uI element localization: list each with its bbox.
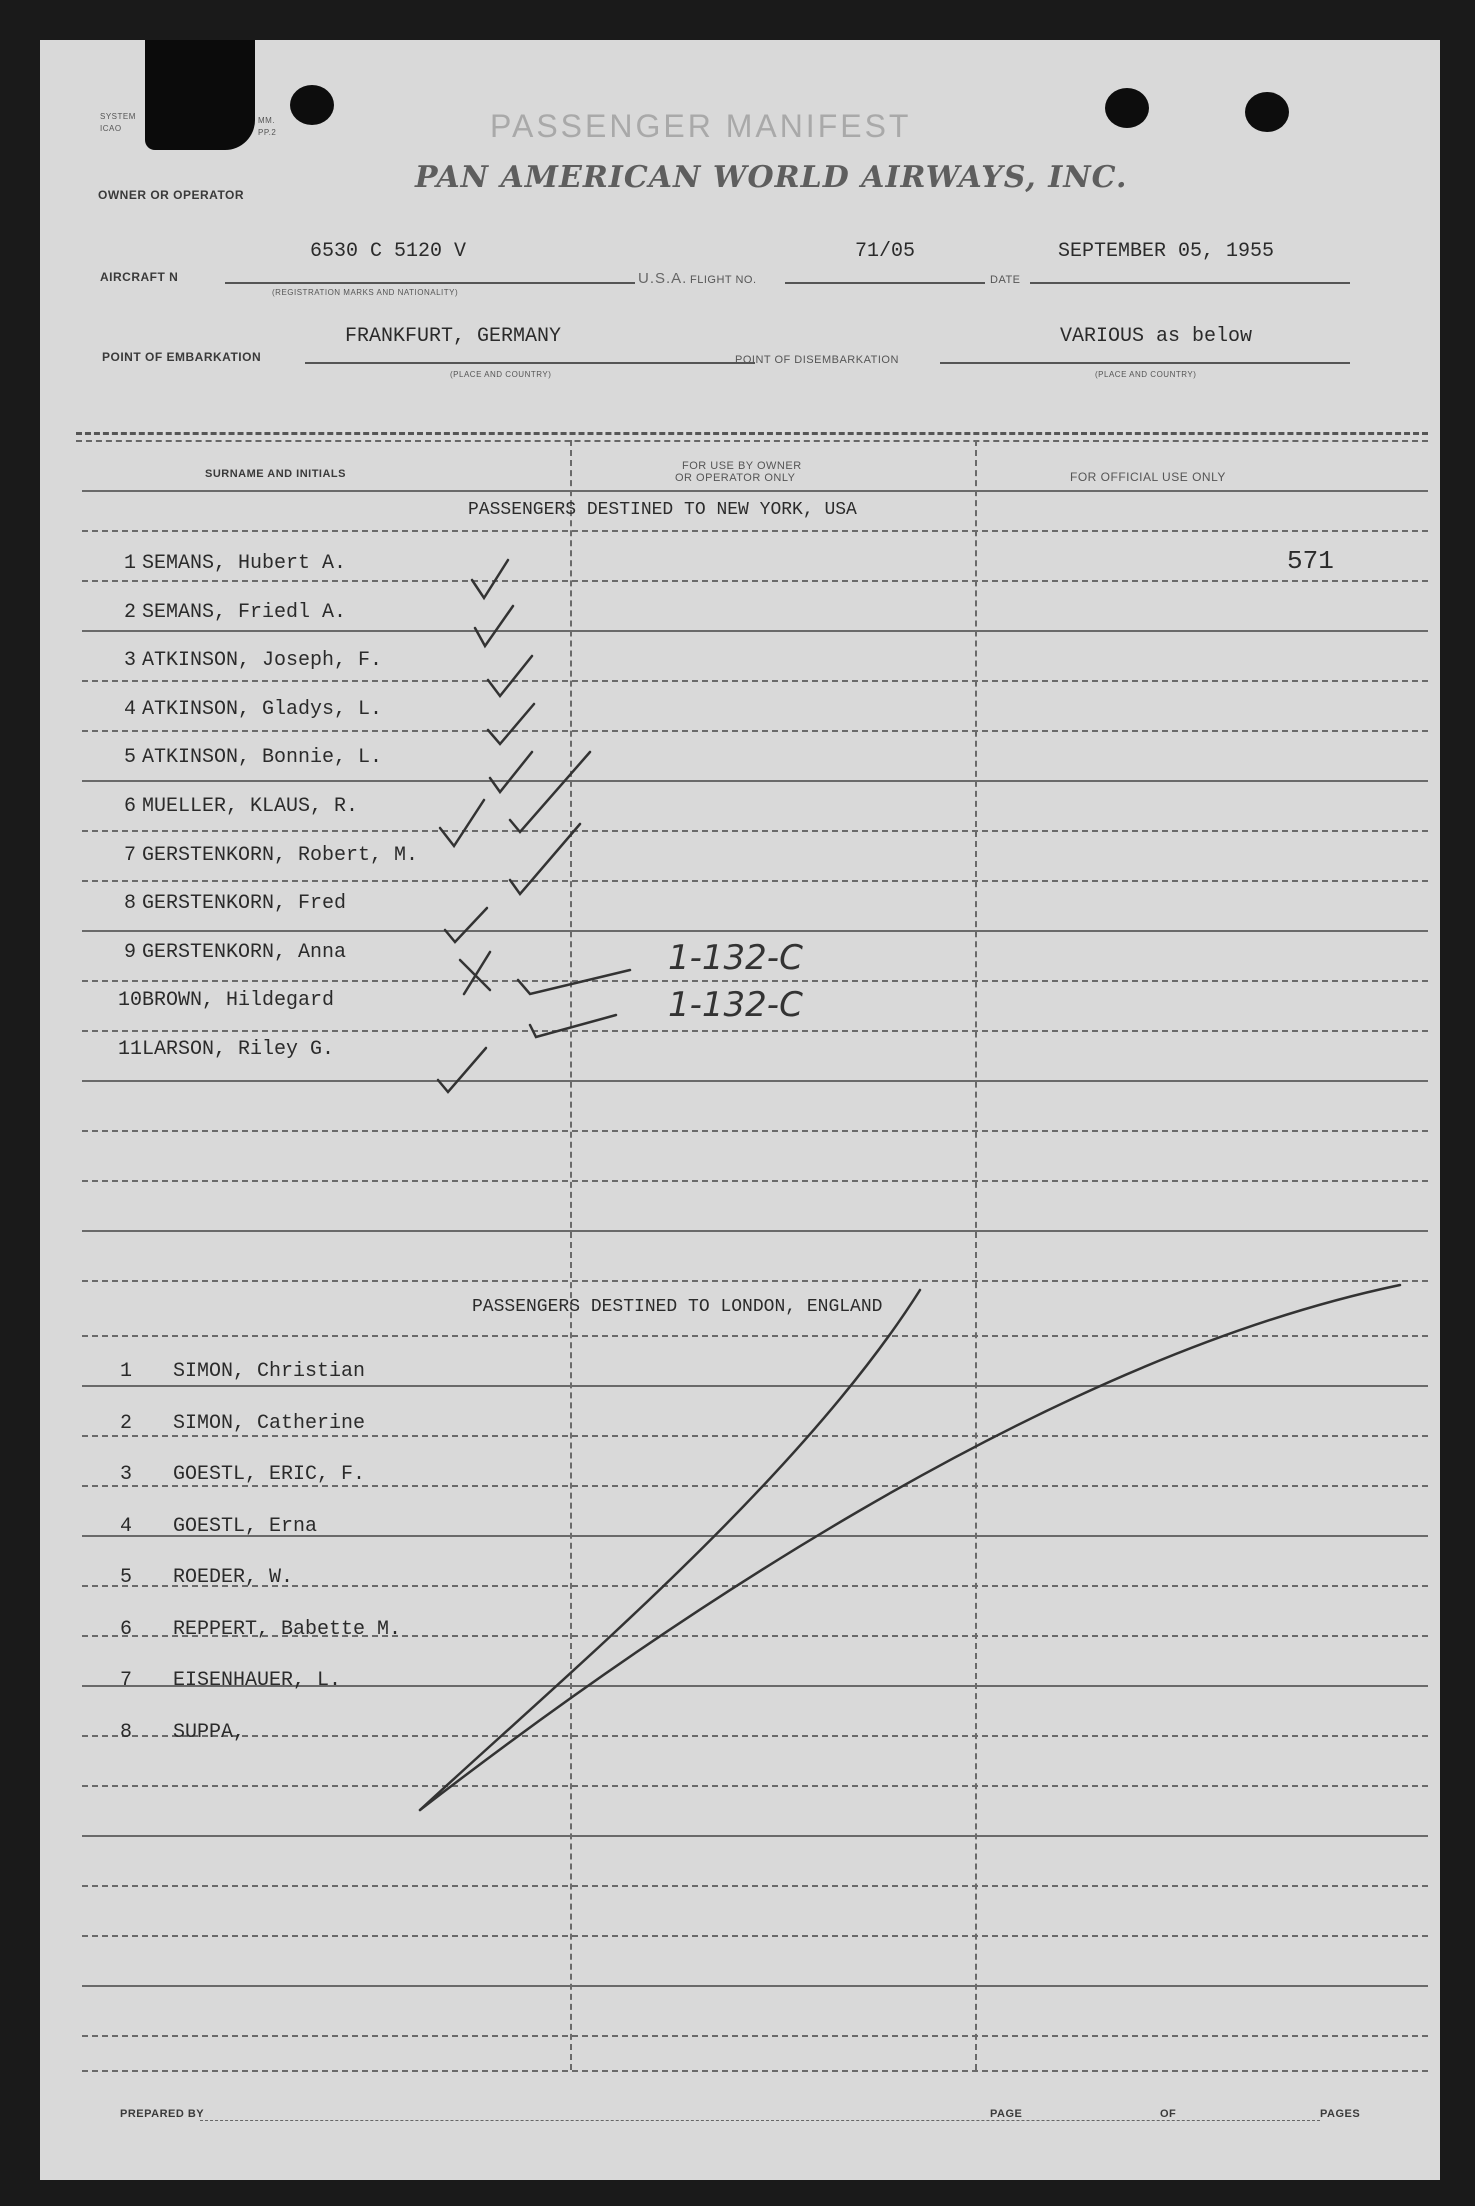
passenger-number: 3	[119, 1463, 132, 1486]
passenger-name: ATKINSON, Joseph, F.	[142, 649, 383, 673]
of-label: OF	[1160, 2108, 1177, 2120]
passenger-name: GOESTL, Erna	[173, 1514, 318, 1538]
disembark-caption: (PLACE AND COUNTRY)	[1095, 370, 1197, 379]
passenger-number: 3	[123, 649, 136, 673]
check-mark-3	[488, 656, 532, 696]
strike-line-1	[420, 1290, 920, 1810]
passenger-name: EISENHAUER, L.	[173, 1669, 342, 1692]
passenger-number: 4	[123, 697, 136, 721]
passenger-number: 6	[123, 795, 136, 818]
handwritten-note-1: 1-132-C	[668, 938, 803, 978]
strike-line-2	[420, 1285, 1400, 1810]
passenger-number: 1	[119, 1360, 132, 1383]
passenger-name: REPPERT, Babette M.	[173, 1617, 402, 1641]
disembark-label: POINT OF DISEMBARKATION	[735, 354, 899, 366]
nationality-caption: (REGISTRATION MARKS AND NATIONALITY)	[272, 288, 459, 297]
passenger-name: SUPPA,	[173, 1720, 246, 1744]
passenger-number: 9	[123, 940, 136, 964]
passenger-name: LARSON, Riley G.	[142, 1038, 335, 1061]
passenger-number: 10	[117, 989, 142, 1013]
disembark-value: VARIOUS as below	[1060, 325, 1253, 348]
manifest-sheet	[40, 40, 1440, 2180]
check-mark-1	[472, 560, 508, 598]
owner-label: OWNER OR OPERATOR	[98, 188, 245, 202]
section-heading-new-york: PASSENGERS DESTINED TO NEW YORK, USA	[468, 500, 857, 520]
date-value: SEPTEMBER 05, 1955	[1058, 240, 1275, 263]
official-note: 571	[1287, 546, 1334, 576]
pages-label: PAGES	[1320, 2108, 1361, 2120]
passenger-number: 7	[119, 1669, 132, 1692]
x-mark-9	[460, 952, 490, 994]
passenger-name: GERSTENKORN, Anna	[142, 940, 347, 964]
passenger-name: MUELLER, KLAUS, R.	[142, 795, 359, 818]
embark-caption: (PLACE AND COUNTRY)	[450, 370, 552, 379]
prepared-by-label: PREPARED BY	[120, 2108, 205, 2120]
check-mark-5	[490, 752, 532, 792]
form-title: PASSENGER MANIFEST	[490, 108, 912, 144]
passenger-number: 6	[119, 1617, 132, 1641]
passenger-number: 5	[123, 746, 136, 770]
passenger-name: SEMANS, Friedl A.	[142, 600, 347, 624]
passenger-number: 2	[123, 600, 136, 624]
passenger-name: SIMON, Catherine	[173, 1411, 366, 1435]
passenger-name: SEMANS, Hubert A.	[142, 552, 347, 575]
passenger-number: 1	[123, 552, 136, 575]
embark-label: POINT OF EMBARKATION	[102, 350, 262, 364]
date-label: DATE	[990, 274, 1021, 286]
section-heading-london: PASSENGERS DESTINED TO LONDON, ENGLAND	[472, 1297, 883, 1317]
passenger-name: SIMON, Christian	[173, 1360, 366, 1383]
check-mark-9	[518, 970, 630, 994]
column-header-surname: SURNAME AND INITIALS	[205, 468, 346, 480]
aircraft-value: 6530 C 5120 V	[310, 240, 467, 263]
passenger-number: 7	[123, 843, 136, 867]
check-mark-7	[510, 824, 580, 894]
passenger-name: ATKINSON, Bonnie, L.	[142, 746, 383, 770]
column-header-owner-1: FOR USE BY OWNER	[682, 460, 802, 472]
corner-text-pp: PP.2	[258, 128, 277, 137]
nationality-value: U.S.A.	[638, 270, 688, 287]
airline-name: PAN AMERICAN WORLD AIRWAYS, INC.	[415, 160, 1128, 195]
check-mark-10	[530, 1015, 616, 1037]
embark-value: FRANKFURT, GERMANY	[345, 325, 562, 348]
passenger-number: 8	[119, 1720, 132, 1744]
corner-text-system: SYSTEM	[100, 112, 136, 121]
passenger-number: 11	[117, 1038, 142, 1061]
passenger-number: 4	[119, 1514, 132, 1538]
column-header-official: FOR OFFICIAL USE ONLY	[1070, 470, 1226, 484]
check-mark-8	[445, 908, 487, 942]
check-marks	[40, 40, 1440, 2180]
check-mark-11	[438, 1048, 486, 1092]
passenger-name: BROWN, Hildegard	[142, 989, 335, 1013]
flight-label: FLIGHT NO.	[690, 274, 757, 286]
check-mark-4	[488, 704, 534, 744]
check-mark-2	[475, 606, 513, 646]
passenger-number: 2	[119, 1411, 132, 1435]
passenger-name: GERSTENKORN, Robert, M.	[142, 843, 419, 867]
corner-text-icao: ICAO	[100, 124, 122, 133]
passenger-name: ROEDER, W.	[173, 1566, 294, 1589]
passenger-name: ATKINSON, Gladys, L.	[142, 697, 383, 721]
column-header-owner-2: OR OPERATOR ONLY	[675, 472, 796, 484]
passenger-name: GERSTENKORN, Fred	[142, 892, 347, 916]
page-label: PAGE	[990, 2108, 1023, 2120]
passenger-number: 8	[123, 892, 136, 916]
passenger-number: 5	[119, 1566, 132, 1589]
passenger-name: GOESTL, ERIC, F.	[173, 1463, 366, 1486]
flight-value: 71/05	[855, 240, 916, 263]
footer-rule	[200, 2120, 1320, 2121]
check-mark-6	[440, 800, 484, 846]
corner-text-mm: MM.	[258, 116, 276, 125]
aircraft-label: AIRCRAFT N	[100, 270, 179, 284]
handwritten-note-2: 1-132-C	[668, 985, 803, 1025]
